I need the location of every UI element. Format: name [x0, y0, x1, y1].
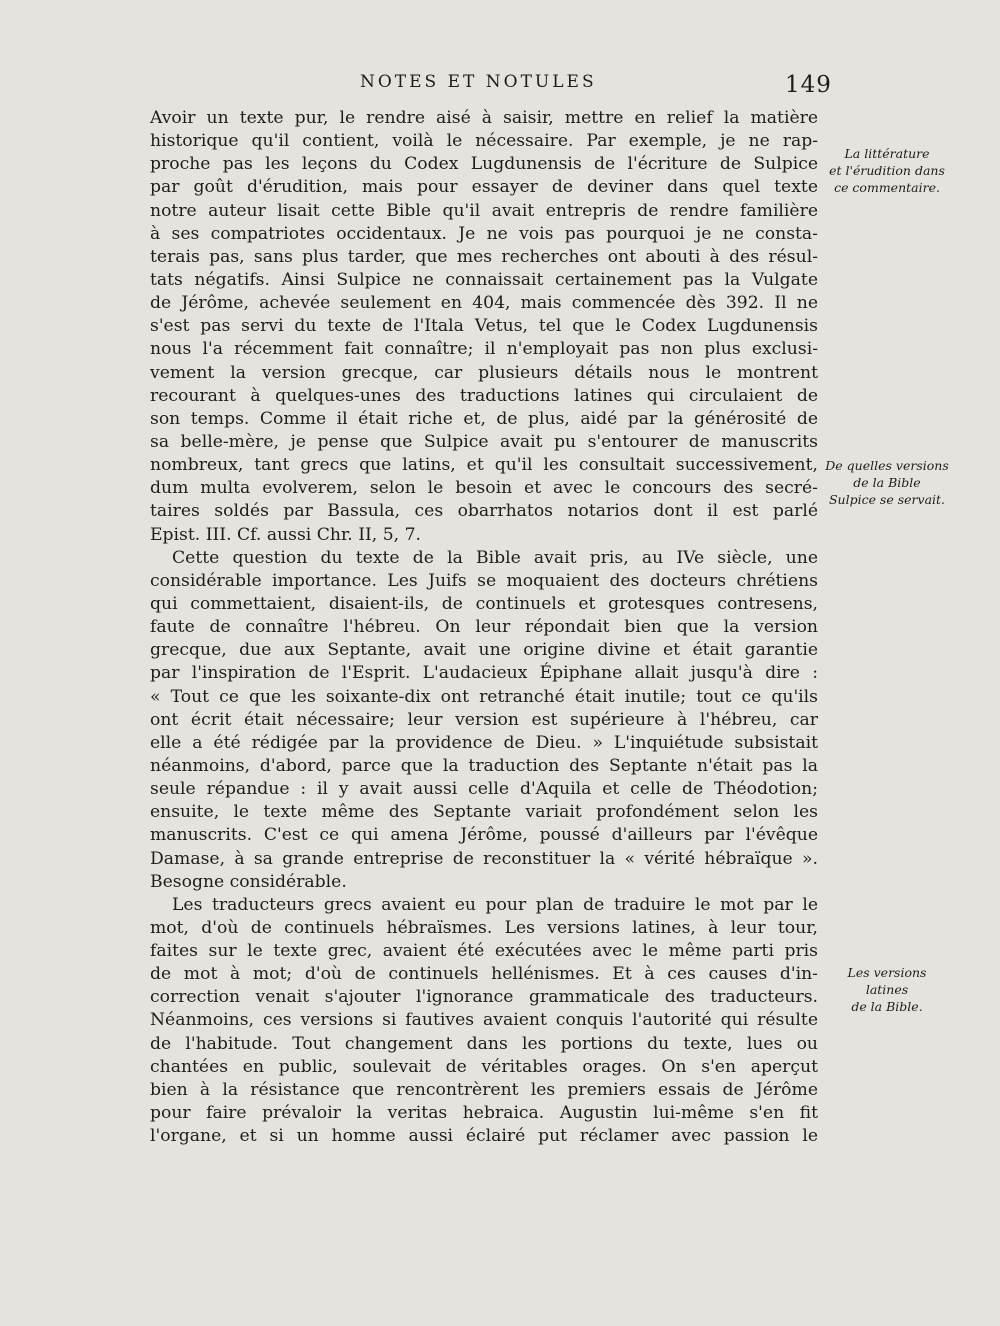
text-line: ensuite, le texte même des Septante variait profondément selon les [150, 802, 818, 823]
text-line: notre auteur lisait cette Bible qu'il avait entrepris de rendre familière [150, 200, 818, 221]
margin-note-line: latines [865, 982, 909, 997]
text-line: s'est pas servi du texte de l'Itala Vetus, tel que le Codex Lugdunensis [150, 316, 818, 337]
text-line: sa belle-mère, je pense que Sulpice avait pu s'entourer de manuscrits [150, 431, 818, 452]
text-line: elle a été rédigée par la providence de Dieu. » L'inquiétude subsistait [150, 732, 818, 753]
text-line: historique qu'il contient, voilà le nécessaire. Par exemple, je ne rap- [150, 131, 818, 152]
text-line: correction venait s'ajouter l'ignorance grammaticale des traducteurs. [150, 987, 818, 1008]
text-line: de mot à mot; d'où de continuels hellénismes. Et à ces causes d'in- [150, 964, 818, 985]
margin-note-line: Sulpice se servait. [828, 492, 946, 507]
margin-note-line: de la Bible. [851, 999, 923, 1014]
running-title: NOTES ET NOTULES [360, 72, 597, 92]
text-line: Les traducteurs grecs avaient eu pour plan de traduire le mot par le [172, 894, 818, 915]
text-line: de l'habitude. Tout changement dans les portions du texte, lues ou [150, 1033, 818, 1054]
text-line: considérable importance. Les Juifs se moquaient des docteurs chrétiens [150, 570, 818, 591]
margin-note-line: et l'érudition dans [829, 163, 945, 178]
margin-note-versions-latines [822, 964, 952, 1015]
text-line: ont écrit était nécessaire; leur version est supérieure à l'hébreu, car [150, 709, 818, 730]
text-line: Epist. III. Cf. aussi Chr. II, 5, 7. [150, 524, 421, 545]
text-line: manuscrits. C'est ce qui amena Jérôme, poussé d'ailleurs par l'évêque [150, 825, 818, 846]
text-line: néanmoins, d'abord, parce que la traduction des Septante n'était pas la [150, 755, 818, 776]
margin-note-versions-bible [822, 457, 952, 508]
text-line: nous l'a récemment fait connaître; il n'employait pas non plus exclusi- [150, 339, 818, 360]
text-line: Cette question du texte de la Bible avait pris, au IVe siècle, une [172, 547, 818, 568]
page-number: 149 [785, 72, 832, 98]
text-line: terais pas, sans plus tarder, que mes recherches ont abouti à des résul- [150, 246, 818, 267]
text-line: de Jérôme, achevée seulement en 404, mais commencée dès 392. Il ne [150, 293, 818, 314]
text-line: Néanmoins, ces versions si fautives avaient conquis l'autorité qui résulte [150, 1010, 818, 1031]
text-line: taires soldés par Bassula, ces obarrhatos notarios dont il est parlé [150, 501, 818, 522]
text-line: « Tout ce que les soixante-dix ont retranché était inutile; tout ce qu'ils [150, 686, 818, 707]
margin-note-litterature [822, 145, 952, 196]
text-line: recourant à quelques-unes des traductions latines qui circulaient de [150, 385, 818, 406]
text-line: tats négatifs. Ainsi Sulpice ne connaissait certainement pas la Vulgate [150, 269, 818, 290]
text-line: Besogne considérable. [150, 871, 347, 892]
text-line: faute de connaître l'hébreu. On leur répondait bien que la version [150, 617, 818, 638]
text-line: grecque, due aux Septante, avait une origine divine et était garantie [150, 640, 818, 661]
text-line: Avoir un texte pur, le rendre aisé à saisir, mettre en relief la matière [150, 108, 818, 128]
text-line: mot, d'où de continuels hébraïsmes. Les versions latines, à leur tour, [150, 917, 818, 938]
text-line: à ses compatriotes occidentaux. Je ne vois pas pourquoi je ne consta- [150, 223, 818, 244]
text-line: son temps. Comme il était riche et, de plus, aidé par la générosité de [150, 408, 818, 429]
text-line: Damase, à sa grande entreprise de reconstituer la « vérité hébraïque ». [150, 848, 818, 869]
body-text [150, 107, 818, 1148]
margin-note-line: De quelles versions [825, 458, 949, 473]
text-line: par l'inspiration de l'Esprit. L'audacieux Épiphane allait jusqu'à dire : [150, 663, 818, 684]
margin-note-line: ce commentaire. [834, 180, 940, 195]
margin-note-line: Les versions [847, 965, 927, 980]
text-line: dum multa evolverem, selon le besoin et avec le concours des secré- [150, 478, 818, 499]
margin-note-line: de la Bible [853, 475, 921, 490]
text-line: seule répandue : il y avait aussi celle d'Aquila et celle de Théodotion; [150, 779, 818, 800]
text-line: nombreux, tant grecs que latins, et qu'il les consultait successivement, [150, 455, 818, 476]
margin-note-line: La littérature [844, 146, 930, 161]
text-line: proche pas les leçons du Codex Lugdunensis de l'écriture de Sulpice [150, 154, 818, 175]
text-line: bien à la résistance que rencontrèrent les premiers essais de Jérôme [150, 1079, 818, 1100]
text-line: par goût d'érudition, mais pour essayer de deviner dans quel texte [150, 177, 818, 198]
text-line: l'organe, et si un homme aussi éclairé put réclamer avec passion le [150, 1126, 818, 1147]
text-line: faites sur le texte grec, avaient été exécutées avec le même parti pris [150, 941, 818, 962]
text-line: vement la version grecque, car plusieurs détails nous le montrent [150, 362, 818, 383]
text-line: pour faire prévaloir la veritas hebraica. Augustin lui-même s'en fit [150, 1103, 818, 1124]
text-line: qui commettaient, disaient-ils, de continuels et grotesques contresens, [150, 593, 818, 614]
text-line: chantées en public, soulevait de véritables orages. On s'en aperçut [150, 1056, 818, 1077]
